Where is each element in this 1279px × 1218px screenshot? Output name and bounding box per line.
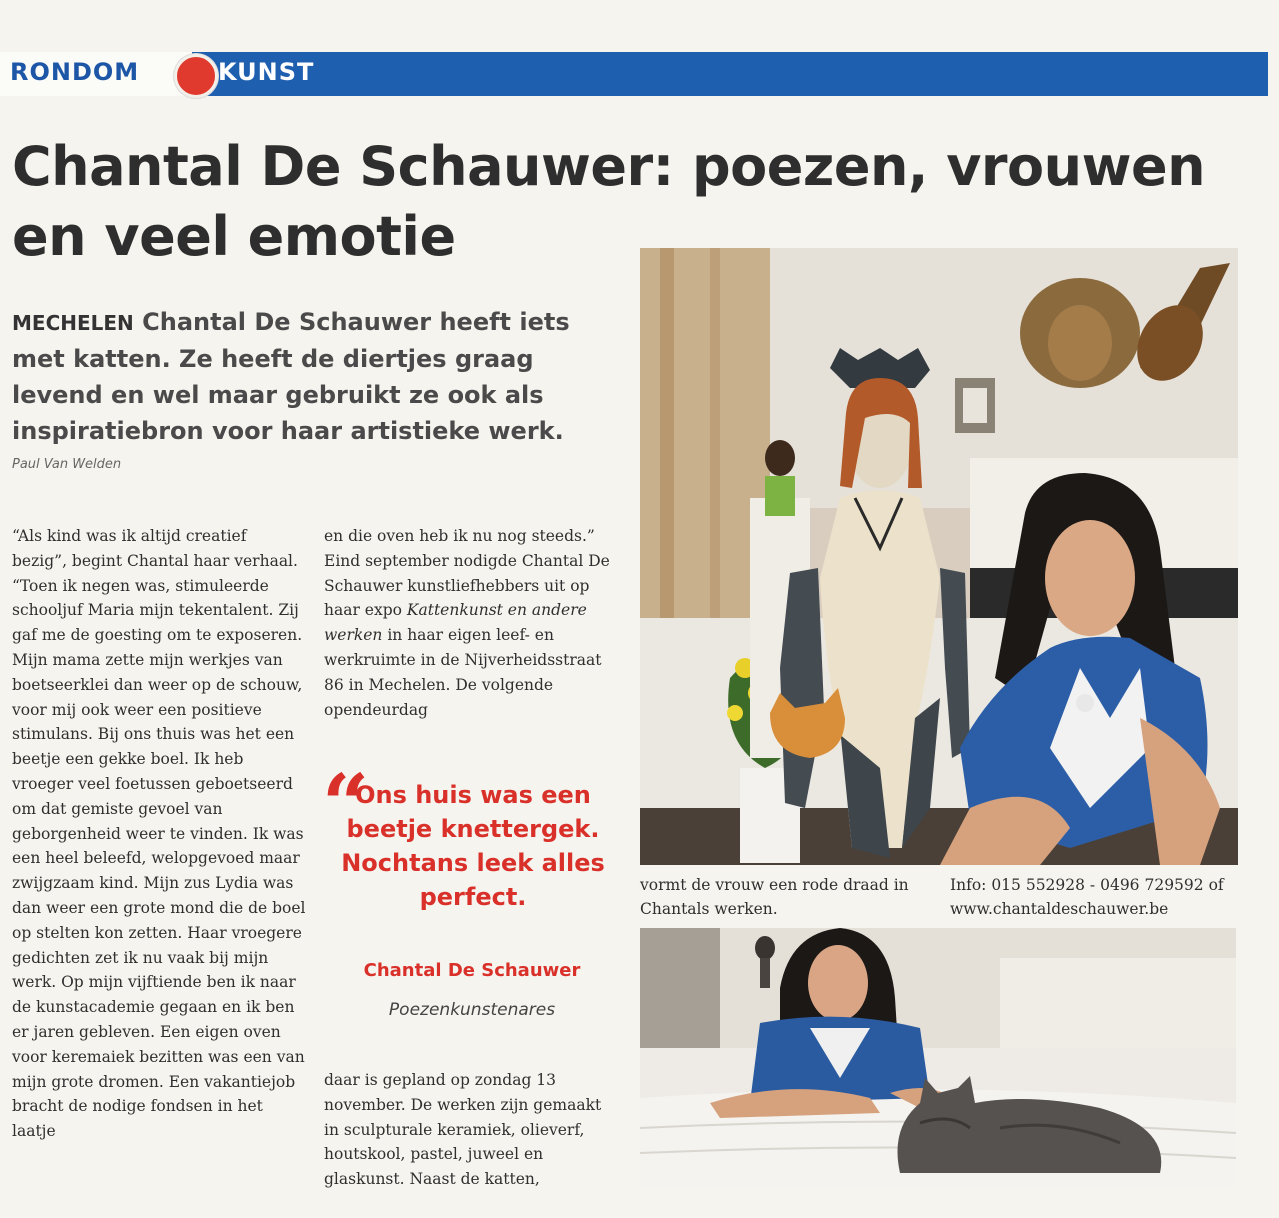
caption-left: vormt de vrouw een rode draad in Chantals werken.	[640, 876, 909, 918]
section-label-rondom: RONDOM	[10, 58, 140, 86]
second-photo-illustration	[640, 928, 1236, 1186]
article-column-2-bottom	[324, 1068, 620, 1192]
lead-city: MECHELEN	[12, 311, 134, 335]
lead-text: Chantal De Schauwer heeft iets met katten. Ze heeft de diertjes graag levend en wel maar gebruikt ze ook als inspiratiebron voor haar artistieke werk.	[12, 308, 570, 445]
article-column-2-top	[324, 524, 620, 722]
section-header-left-panel	[0, 52, 192, 96]
column-2-para-1: en die oven heb ik nu nog steeds.”	[324, 527, 595, 545]
main-photo-illustration	[640, 248, 1238, 865]
headline: Chantal De Schauwer: poezen, vrouwen en veel emotie	[12, 135, 1206, 268]
column-1-text: “Als kind was ik altijd creatief bezig”, begint Chantal haar verhaal. “Toen ik negen was, stimuleerde schooljuf Maria mijn tekentalent. Zij gaf me de goesting om te exposeren. Mijn mama zette mijn werkjes van boetseerklei dan weer op de schouw, voor mij ook weer een positieve stimulans. Bij ons thuis was het een beetje een gekke boel. Ik heb vroeger veel foetussen geboetseerd om dat gemiste gevoel van geborgenheid weer te vinden. Ik was een heel beleefd, welopgevoed maar zwijgzaam kind. Mijn zus Lydia was dan weer een grote mond die de boel op stelten kon zetten. Haar vroegere gedichten zet ik nu vaak bij mijn werk. Op mijn vijftiende ben ik naar de kunstacademie gegaan en ik ben er jaren gebleven. Een eigen oven voor keremaiek bezitten was een van mijn grote dromen. Een vakantiejob bracht de nodige fondsen in het laatje	[12, 527, 306, 1141]
second-photo	[640, 928, 1236, 1186]
expo-location-text: in haar eigen leef- en werkruimte in de Nijverheidsstraat 86 in Mechelen. De volgende opendeurdag	[324, 626, 602, 719]
main-photo	[640, 248, 1238, 865]
lead-paragraph	[12, 304, 612, 449]
byline: Paul Van Welden	[12, 457, 122, 472]
quote-mark-icon: “	[322, 757, 370, 853]
column-2-bottom-text: daar is gepland op zondag 13 november. De werken zijn gemaakt in sculpturale keramiek, olieverf, houtskool, pastel, juweel en glaskunst. Naast de katten,	[324, 1071, 602, 1189]
caption-info: Info: 015 552928 - 0496 729592 of www.chantaldeschauwer.be	[950, 876, 1224, 918]
section-label-kunst: KUNST	[218, 58, 315, 86]
quote-role: Poezenkunstenares	[388, 1000, 556, 1020]
article-column-1	[12, 524, 306, 1144]
expo-title: Kattenkunst en andere werken	[324, 601, 587, 645]
column-2-para-2	[324, 549, 620, 723]
expo-intro-text: Eind september nodigde Chantal De Schauwer kunstliefhebbers uit op haar expo	[324, 551, 610, 620]
quote-author: Chantal De Schauwer	[363, 960, 581, 981]
quote-text: Ons huis was een beetje knettergek. Nochtans leek alles perfect.	[341, 781, 605, 911]
section-dot-icon	[174, 54, 218, 98]
